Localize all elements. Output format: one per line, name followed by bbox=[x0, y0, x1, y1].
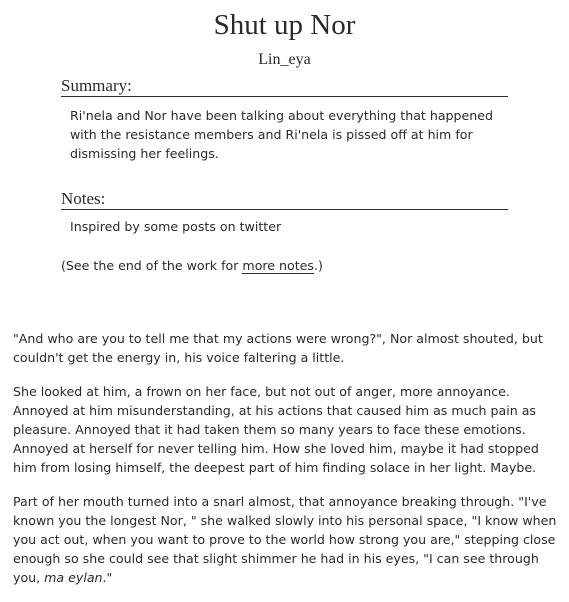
story-paragraph-3 bbox=[13, 492, 558, 587]
notes-text: Inspired by some posts on twitter bbox=[70, 219, 282, 234]
more-notes-link[interactable]: more notes bbox=[242, 258, 314, 273]
story-paragraph-2: She looked at him, a frown on her face, but not out of anger, more annoyance. Annoyed at him misunderstanding, at his actions that caused him as much pain as pleasure. Annoyed that it had taken them so many years to face these emotions. Annoyed at herself for never telling him. How she loved him, maybe it had stopped him from losing himself, the deepest part of him finding solace in her light. Maybe. bbox=[13, 384, 539, 475]
byline bbox=[0, 49, 569, 71]
notes-heading: Notes: bbox=[61, 189, 508, 210]
end-notes-prefix: (See the end of the work for bbox=[61, 258, 243, 273]
author-link[interactable]: Lin_eya bbox=[258, 51, 311, 68]
story-paragraph-3-main: Part of her mouth turned into a snarl almost, that annoyance breaking through. "I've known you the longest Nor, " she walked slowly into his personal space, "I know when you act out, when you want to prove to the world how strong you are," stepping close enough so she could see that slight shimmer he had in his eyes, "I can see through you, bbox=[13, 494, 557, 585]
story-paragraph-1: "And who are you to tell me that my actions were wrong?", Nor almost shouted, but couldn't get the energy in, his voice faltering a little. bbox=[13, 331, 543, 365]
chapter-text bbox=[13, 329, 558, 602]
work-title: Shut up Nor bbox=[213, 9, 356, 41]
story-paragraph-3-italic: ma eylan bbox=[44, 570, 103, 585]
end-notes-suffix: .) bbox=[313, 258, 323, 273]
summary-text: Ri'nela and Nor have been talking about everything that happened with the resistance members and Ri'nela is pissed off at him for dismissing her feelings. bbox=[70, 108, 494, 161]
story-paragraph-3-end: ." bbox=[102, 570, 113, 585]
end-notes-pointer bbox=[61, 256, 521, 275]
summary-heading: Summary: bbox=[61, 76, 508, 97]
